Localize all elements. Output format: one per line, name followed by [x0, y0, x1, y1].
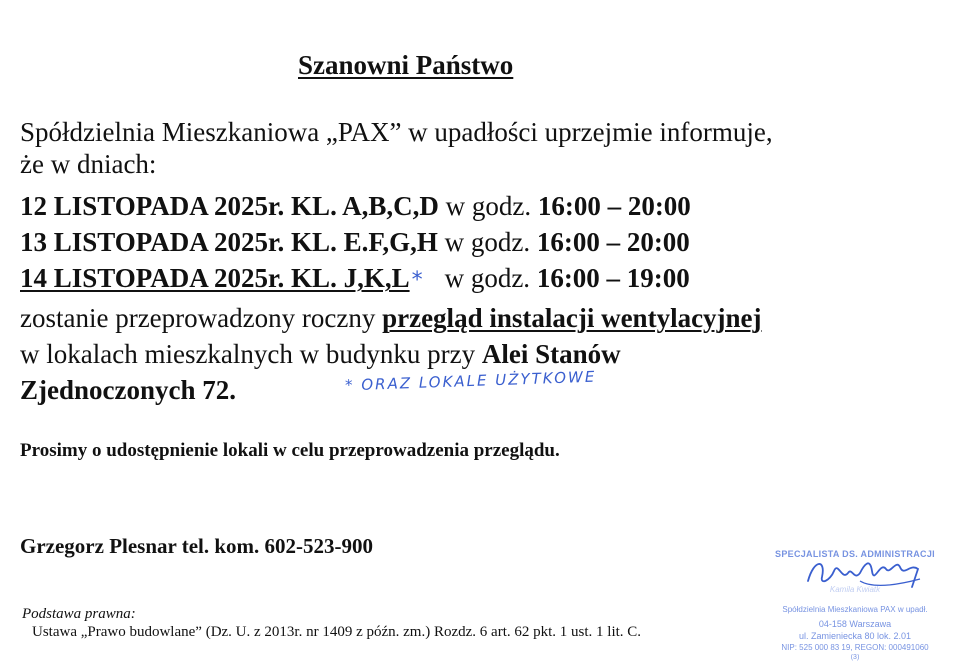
schedule-date: 14 LISTOPADA 2025r. KL. J,K,L: [20, 263, 410, 293]
schedule-date: 13 LISTOPADA 2025r. KL. E.F,G,H: [20, 227, 438, 257]
stamp-line: (3): [850, 654, 860, 661]
schedule-date: 12 LISTOPADA 2025r. KL. A,B,C,D: [20, 191, 439, 221]
schedule-mid: w godz.: [437, 227, 537, 257]
stamp-line: Spółdzielnia Mieszkaniowa PAX w upadł.: [782, 605, 928, 614]
address-emphasis: Alei Stanów: [481, 339, 621, 369]
schedule-mid: w godz.: [438, 191, 538, 221]
inspection-line-3: Zjednoczonych 72.: [20, 375, 236, 405]
stamp-line: ul. Zamieniecka 80 lok. 2.01: [798, 631, 912, 641]
asterisk-mark: *: [411, 268, 423, 293]
schedule-hours: 16:00 – 20:00: [536, 227, 690, 257]
stamp-line: NIP: 525 000 83 19, REGON: 000491060: [781, 643, 929, 652]
intro-line-1: Spółdzielnia Mieszkaniowa „PAX” w upadłości uprzejmie informuje,: [20, 117, 773, 147]
schedule-hours: 16:00 – 20:00: [537, 191, 691, 221]
contact-line: Grzegorz Plesnar tel. kom. 602-523-900: [20, 534, 374, 558]
stamp-line: SPECJALISTA DS. ADMINISTRACJI: [775, 549, 935, 559]
inspection-emphasis: przegląd instalacji wentylacyjnej: [382, 303, 762, 333]
inspection-line-2: [20, 338, 621, 370]
inspection-line-1: [20, 302, 762, 334]
legal-heading: Podstawa prawna:: [22, 606, 136, 622]
page-title: Szanowni Państwo: [298, 50, 514, 80]
stamp-line: 04-158 Warszawa: [818, 619, 892, 629]
inspection-text: zostanie przeprowadzony roczny: [20, 303, 383, 333]
inspection-text: w lokalach mieszkalnych w budynku przy: [20, 339, 482, 369]
schedule-row-1: [20, 190, 691, 222]
official-stamp: [760, 543, 950, 665]
legal-text: Ustawa „Prawo budowlane” (Dz. U. z 2013r. nr 1409 z późn. zm.) Rozdz. 6 art. 62 pkt. 1 ust. 1 lit. C.: [32, 624, 642, 640]
handwritten-note: * ORAZ LOKALE UŻYTKOWE: [344, 367, 597, 395]
request-text: Prosimy o udostępnienie lokali w celu przeprowadzenia przeglądu.: [20, 440, 560, 461]
schedule-mid: w godz.: [444, 263, 537, 293]
schedule-row-2: [20, 226, 690, 258]
schedule-hours: 16:00 – 19:00: [536, 263, 690, 293]
intro-line-2: że w dniach:: [20, 149, 157, 179]
schedule-row-3: [20, 262, 690, 297]
stamp-line: Kamila Kwiatk: [829, 585, 881, 594]
